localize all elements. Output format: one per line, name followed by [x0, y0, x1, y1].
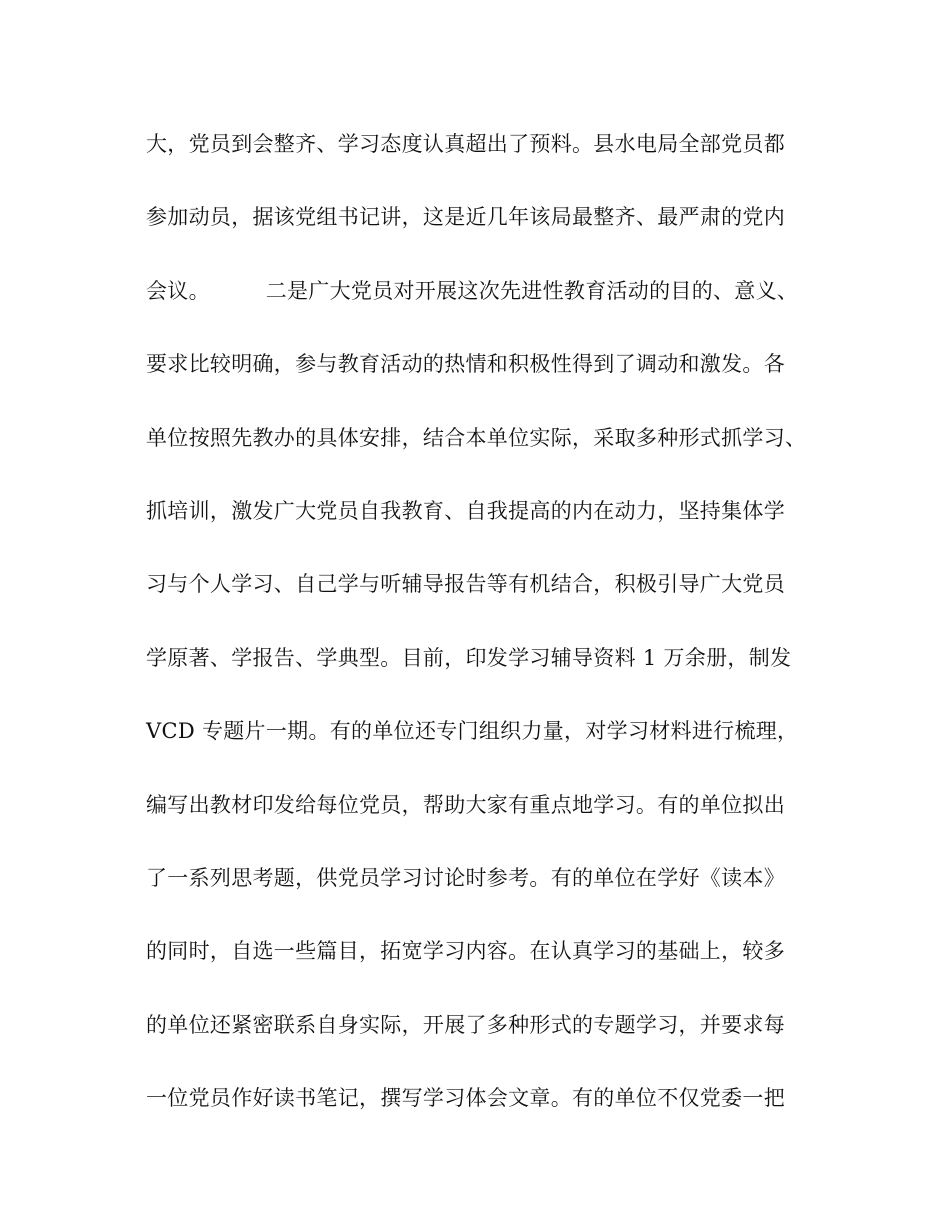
text-line: 编写出教材印发给每位党员，帮助大家有重点地学习。有的单位拟出	[146, 792, 785, 817]
text-line: 一位党员作好读书笔记，撰写学习体会文章。有的单位不仅党委一把	[146, 1086, 785, 1111]
text-line: 抓培训，激发广大党员自我教育、自我提高的内在动力，坚持集体学	[146, 498, 785, 523]
text-line: VCD 专题片一期。有的单位还专门组织力量，对学习材料进行梳理，	[146, 719, 799, 744]
text-line: 参加动员，据该党组书记讲，这是近几年该局最整齐、最严肃的党内	[146, 205, 785, 230]
text-line: 的同时，自选一些篇目，拓宽学习内容。在认真学习的基础上，较多	[146, 939, 785, 964]
text-line: 会议。 二是广大党员对开展这次先进性教育活动的目的、意义、	[146, 278, 799, 303]
text-line: 的单位还紧密联系自身实际，开展了多种形式的专题学习，并要求每	[146, 1012, 785, 1037]
text-line: 大，党员到会整齐、学习态度认真超出了预料。县水电局全部党员都	[146, 132, 785, 156]
text-line: 单位按照先教办的具体安排，结合本单位实际，采取多种形式抓学习、	[146, 425, 807, 450]
text-line: 学原著、学报告、学典型。目前，印发学习辅导资料 1 万余册，制发	[146, 645, 792, 670]
body-text	[146, 126, 846, 1153]
text-line: 习与个人学习、自己学与听辅导报告等有机结合，积极引导广大党员	[146, 572, 785, 597]
text-line: 要求比较明确，参与教育活动的热情和积极性得到了调动和激发。各	[146, 352, 785, 377]
text-line: 了一系列思考题，供党员学习讨论时参考。有的单位在学好《读本》	[146, 865, 785, 890]
